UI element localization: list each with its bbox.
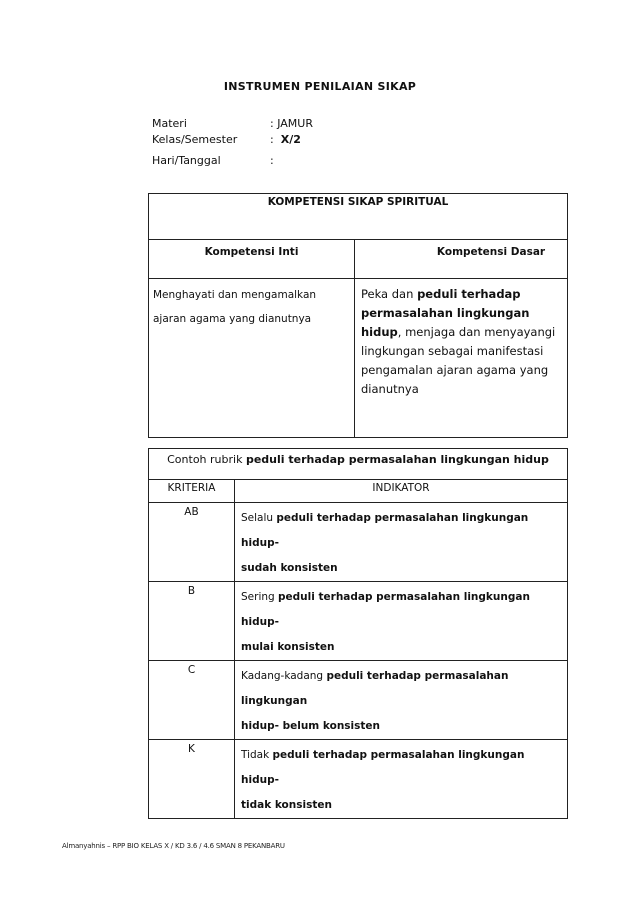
- ki-line-1: Menghayati dan mengamalkan: [153, 289, 317, 301]
- page-footer: Almanyahnis – RPP BIO KELAS X / KD 3.6 / 4.6 SMAN 8 PEKANBARU: [62, 842, 285, 850]
- kelas-value: X/2: [280, 133, 301, 146]
- table-row: [149, 740, 568, 819]
- ki-cell: [149, 279, 355, 438]
- hari-label: Hari/Tanggal: [152, 154, 221, 167]
- kelas-colon: :: [270, 133, 274, 146]
- kd-cell: Peka dan peduli terhadap permasalahan lingkungan hidup, menjaga dan menyayangi lingkungan sebagai manifestasi pengamalan ajaran agama yang dianutnya: [355, 279, 568, 438]
- rubric-table: [148, 448, 568, 819]
- table-row: [149, 582, 568, 661]
- grade-cell: AB: [149, 503, 235, 582]
- table-row: [149, 661, 568, 740]
- indicator-cell: Sering peduli terhadap permasalahan lingkungan hidup- mulai konsisten: [235, 582, 568, 661]
- table-row: [149, 503, 568, 582]
- kelas-value-wrap: [270, 133, 301, 146]
- indicator-cell: Selalu peduli terhadap permasalahan lingkungan hidup- sudah konsisten: [235, 503, 568, 582]
- ki-line-2: ajaran agama yang dianutnya: [153, 313, 312, 325]
- col-kriteria: KRITERIA: [149, 480, 235, 503]
- spiritual-heading: KOMPETENSI SIKAP SPIRITUAL: [149, 194, 568, 240]
- kelas-label: Kelas/Semester: [152, 133, 238, 146]
- grade-cell: B: [149, 582, 235, 661]
- col-kompetensi-dasar: Kompetensi Dasar: [355, 240, 568, 279]
- document-title: INSTRUMEN PENILAIAN SIKAP: [223, 80, 417, 93]
- materi-value: : JAMUR: [270, 117, 313, 130]
- indicator-cell: Kadang-kadang peduli terhadap permasalahan lingkungan hidup- belum konsisten: [235, 661, 568, 740]
- grade-cell: K: [149, 740, 235, 819]
- grade-cell: C: [149, 661, 235, 740]
- hari-value: :: [270, 154, 274, 167]
- spiritual-table: [148, 193, 568, 438]
- materi-label: Materi: [152, 117, 187, 130]
- rubric-caption: Contoh rubrik peduli terhadap permasalahan lingkungan hidup: [149, 449, 568, 480]
- indicator-cell: Tidak peduli terhadap permasalahan lingkungan hidup- tidak konsisten: [235, 740, 568, 819]
- col-indikator: INDIKATOR: [235, 480, 568, 503]
- col-kompetensi-inti: Kompetensi Inti: [149, 240, 355, 279]
